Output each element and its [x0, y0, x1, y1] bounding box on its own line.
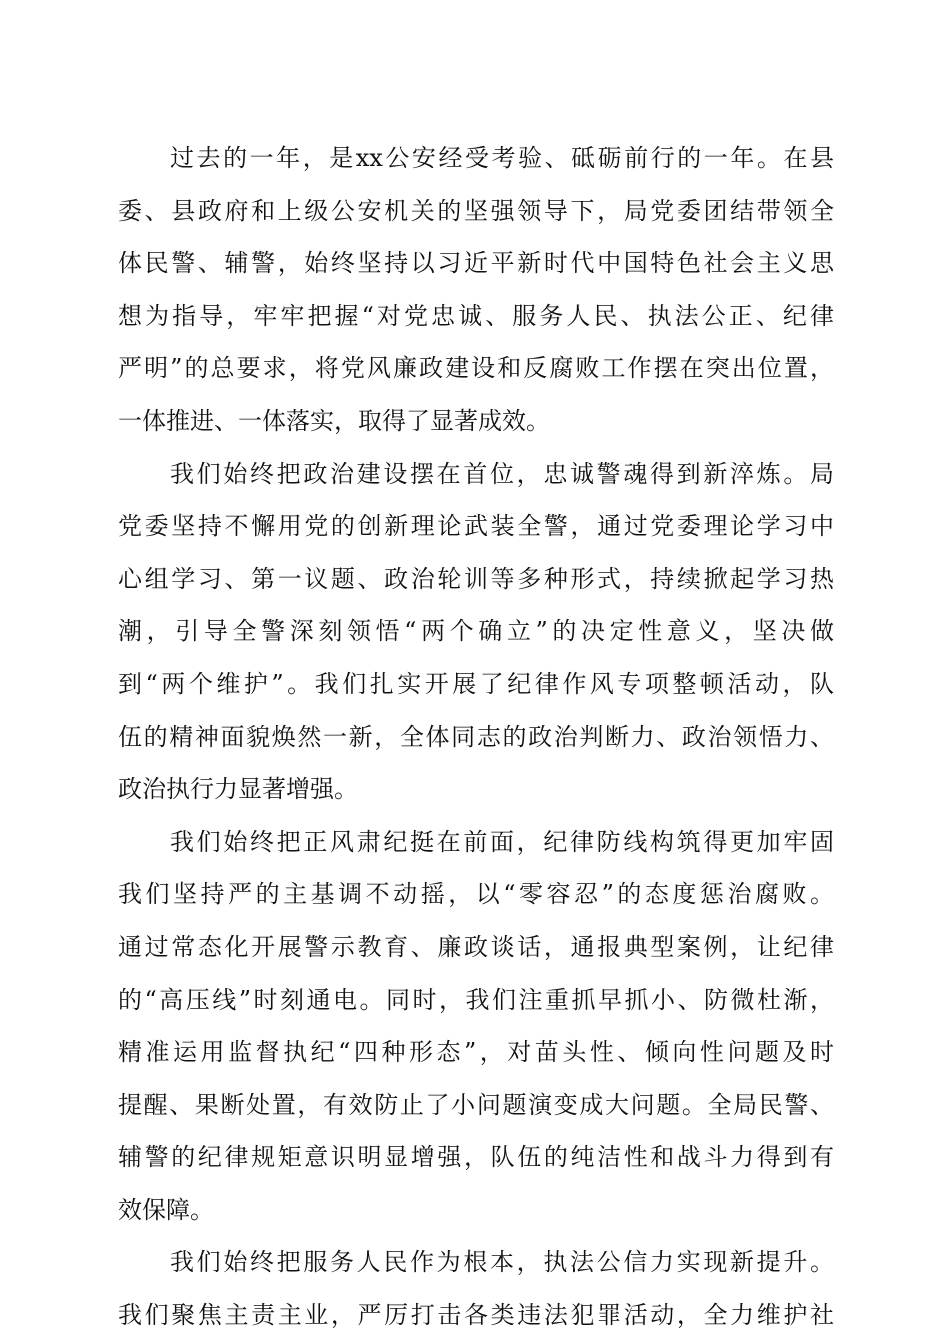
text-line: 委、县政府和上级公安机关的坚强领导下，局党委团结带领全: [118, 196, 834, 225]
text-line: 政治执行力显著增强。: [118, 775, 358, 804]
text-line: 提醒、果断处置，有效防止了小问题演变成大问题。全局民警、: [118, 1090, 834, 1119]
text-line: 到“两个维护”。我们扎实开展了纪律作风专项整顿活动，队: [118, 669, 834, 698]
text-line: 的“高压线”时刻通电。同时，我们注重抓早抓小、防微杜渐，: [118, 985, 834, 1014]
paragraph-4: [118, 1236, 834, 1341]
text-line: 一体推进、一体落实，取得了显著成效。: [118, 406, 550, 435]
text-line: 党委坚持不懈用党的创新理论武装全警，通过党委理论学习中: [118, 512, 834, 541]
text-line: 过去的一年，是xx公安经受考验、砥砺前行的一年。在县: [170, 144, 834, 172]
paragraph-1: [118, 132, 834, 448]
text-line: 严明”的总要求，将党风廉政建设和反腐败工作摆在突出位置，: [118, 354, 834, 383]
text-line: 辅警的纪律规矩意识明显增强，队伍的纯洁性和战斗力得到有: [118, 1143, 834, 1172]
text-line: 我们始终把正风肃纪挺在前面，纪律防线构筑得更加牢固: [170, 827, 834, 856]
text-line: 效保障。: [118, 1195, 214, 1224]
text-line: 想为指导，牢牢把握“对党忠诚、服务人民、执法公正、纪律: [118, 301, 834, 330]
paragraph-3: [118, 816, 834, 1237]
text-line: 精准运用监督执纪“四种形态”，对苗头性、倾向性问题及时: [118, 1038, 834, 1067]
text-line: 我们聚焦主责主业，严厉打击各类违法犯罪活动，全力维护社: [118, 1301, 834, 1330]
text-line: 我们始终把政治建设摆在首位，忠诚警魂得到新淬炼。局: [170, 459, 834, 488]
body-text: [118, 132, 834, 1342]
text-line: 我们始终把服务人民作为根本，执法公信力实现新提升。: [170, 1248, 834, 1277]
text-line: 我们坚持严的主基调不动摇，以“零容忍”的态度惩治腐败。: [118, 880, 834, 909]
text-line: 通过常态化开展警示教育、廉政谈话，通报典型案例，让纪律: [118, 932, 834, 961]
text-line: 潮，引导全警深刻领悟“两个确立”的决定性意义，坚决做: [118, 617, 834, 646]
paragraph-2: [118, 448, 834, 816]
text-line: 体民警、辅警，始终坚持以习近平新时代中国特色社会主义思: [118, 249, 834, 278]
text-line: 伍的精神面貌焕然一新，全体同志的政治判断力、政治领悟力、: [118, 722, 834, 751]
text-line: 心组学习、第一议题、政治轮训等多种形式，持续掀起学习热: [118, 564, 834, 593]
